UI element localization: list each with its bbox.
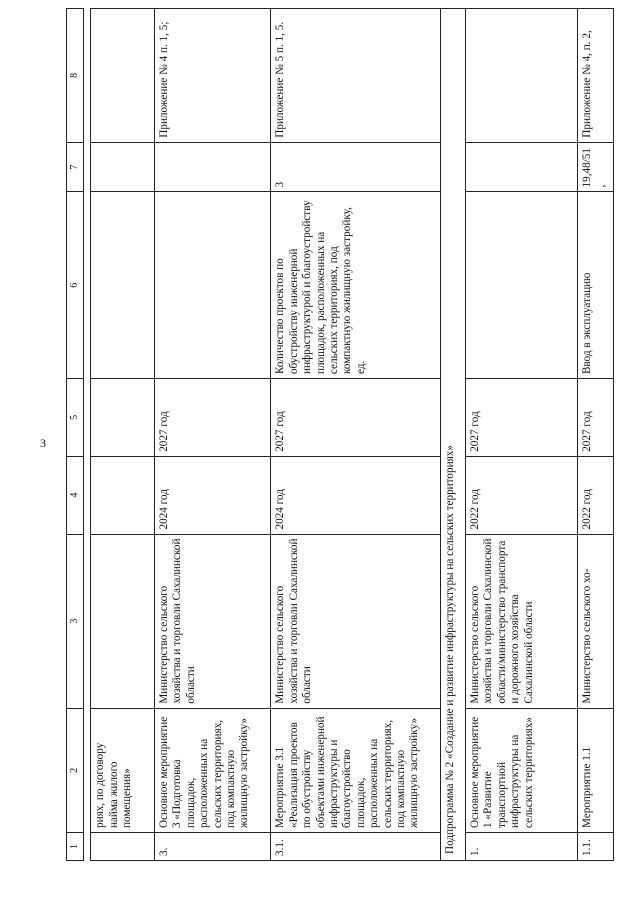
subprogram-row [440, 9, 465, 861]
cell-value: 3 [271, 142, 440, 192]
cell-start [91, 456, 154, 534]
col-header-1: 1 [67, 833, 84, 861]
page-number: 3 [40, 436, 46, 450]
cell-indicator [154, 192, 270, 379]
cell-name: Основное мероприятие 3 «Подготовка площадок, расположенных на сельских территориях, под компактную жилищную застройку» [154, 708, 270, 832]
cell-indicator [466, 192, 578, 379]
col-header-8: 8 [67, 9, 84, 143]
cell-note: Приложение № 4 п. 1, 5; [154, 9, 270, 143]
cell-end: 2027 год [578, 379, 614, 457]
table-row [466, 9, 578, 861]
cell-value [91, 142, 154, 192]
col-header-5: 5 [67, 379, 84, 457]
col-header-7: 7 [67, 142, 84, 192]
cell-value [154, 142, 270, 192]
table-row [91, 9, 154, 861]
header-row [67, 9, 84, 861]
cell-start: 2022 год [466, 456, 578, 534]
cell-executor: Министерство сельского хозяйства и торговли Сахалинской области [271, 534, 440, 708]
col-header-2: 2 [67, 708, 84, 832]
table-row [578, 9, 614, 861]
rotated-table-canvas [66, 8, 614, 861]
cell-end: 2027 год [154, 379, 270, 457]
cell-start: 2022 год [578, 456, 614, 534]
cell-end [91, 379, 154, 457]
cell-executor: Министерство сельского хо- [578, 534, 614, 708]
cell-name: Мероприятие 1.1 [578, 708, 614, 832]
cell-end: 2027 год [466, 379, 578, 457]
cell-note: Приложение № 4, п. 2, [578, 9, 614, 143]
col-header-6: 6 [67, 192, 84, 379]
cell-num: 3. [154, 833, 270, 861]
cell-executor: Министерство сельского хозяйства и торговли Сахалинской области [154, 534, 270, 708]
col-header-3: 3 [67, 534, 84, 708]
cell-num: 3.1. [271, 833, 440, 861]
spacer-row [84, 9, 91, 861]
cell-name: Мероприятие 3.1 «Реализация проектов по обустройству объектами инженерной инфраструктуры и благоустройство площадок, расположенных на сельских территориях, под компактную жилищную застройку» [271, 708, 440, 832]
cell-name: Основное мероприятие 1 «Развитие транспортной инфраструктуры на сельских территориях» [466, 708, 578, 832]
cell-num [91, 833, 154, 861]
cell-indicator [91, 192, 154, 379]
cell-start: 2024 год [154, 456, 270, 534]
col-header-4: 4 [67, 456, 84, 534]
cell-note: Приложение № 5 п. 1, 5. [271, 9, 440, 143]
cell-note [91, 9, 154, 143]
cell-start: 2024 год [271, 456, 440, 534]
subprogram-title: Подпрограмма № 2 «Создание и развитие инфраструктуры на сельских территориях» [440, 9, 465, 861]
cell-end: 2027 год [271, 379, 440, 457]
cell-indicator: Количество проектов по обустройству инженерной инфраструктурой и благоустройству площадок, расположенных на сельских территориях, под компактную жилищную застройку, ед. [271, 192, 440, 379]
cell-value [466, 142, 578, 192]
cell-num: 1.1. [578, 833, 614, 861]
cell-name: риях, по договору найма жилого помещения» [91, 708, 154, 832]
cell-num: 1. [466, 833, 578, 861]
events-table [66, 8, 614, 861]
cell-indicator: Ввод в эксплуатацию [578, 192, 614, 379]
cell-value: 19,48/51, [578, 142, 614, 192]
cell-executor: Министерство сельского хозяйства и торговли Сахалинской области/министерство транспорта и дорожного хозяйства Сахалинской области [466, 534, 578, 708]
cell-note [466, 9, 578, 143]
table-row [154, 9, 270, 861]
table-row [271, 9, 440, 861]
cell-executor [91, 534, 154, 708]
